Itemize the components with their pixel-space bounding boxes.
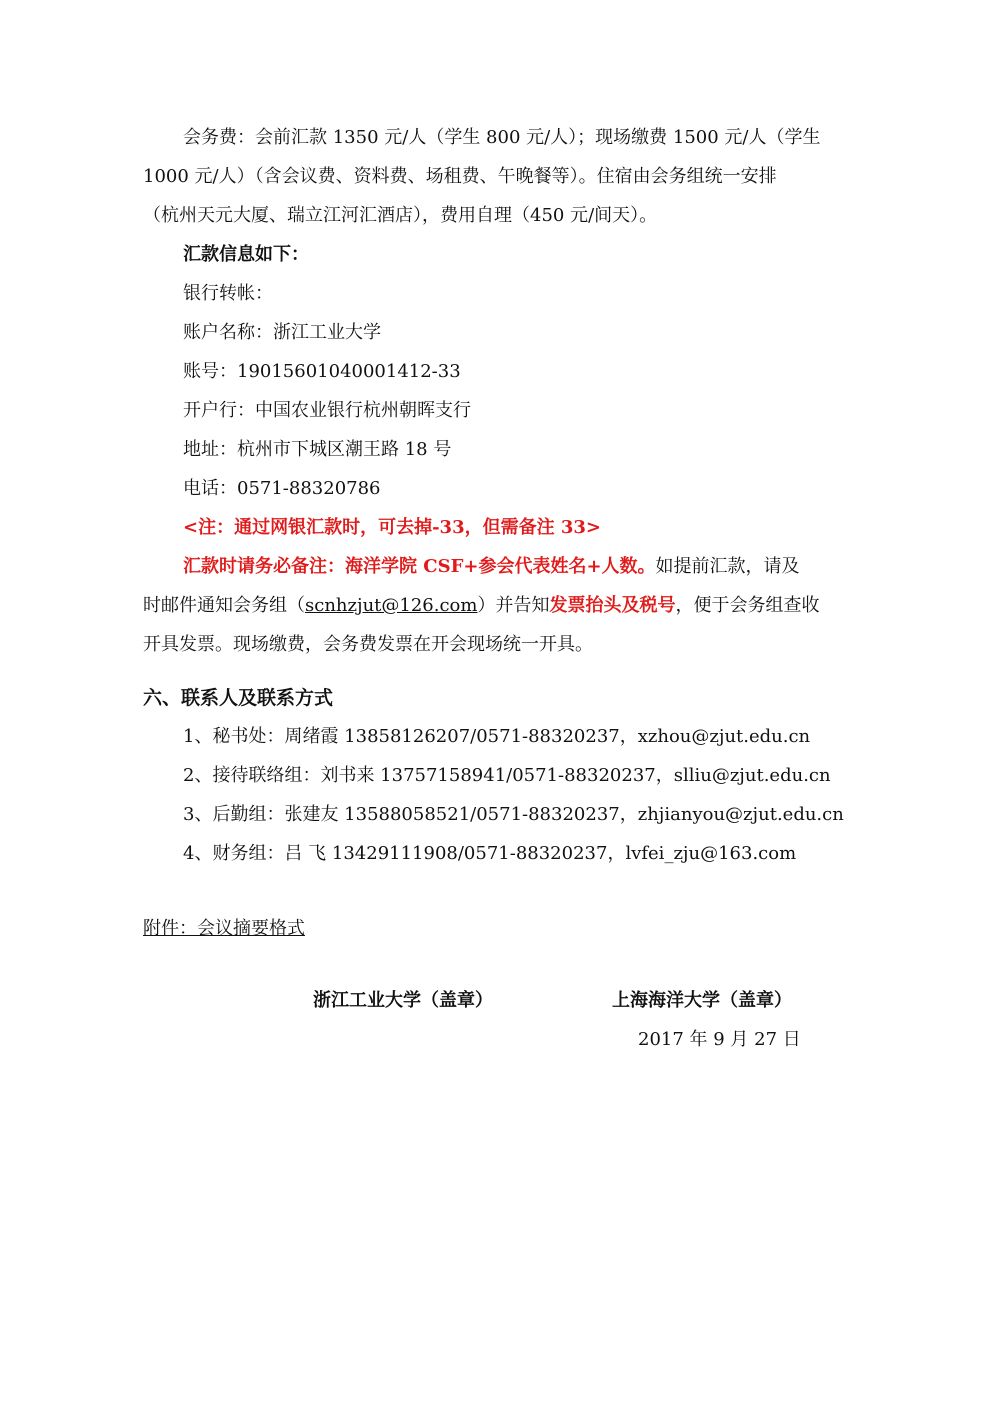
advance-remit-text: 如提前汇款，请及 bbox=[655, 556, 800, 577]
signature-date: 2017 年 9 月 27 日 bbox=[638, 1029, 801, 1050]
bank-address: 地址：杭州市下城区潮王路 18 号 bbox=[183, 439, 452, 460]
contact-item: 2、接待联络组：刘书来 13757158941/0571-88320237，slliu@zjut.edu.cn bbox=[183, 765, 831, 786]
signature-right: 上海海洋大学（盖章） bbox=[612, 990, 792, 1011]
invoice-info-text: 发票抬头及税号 bbox=[549, 595, 676, 616]
fees-line-2: 1000 元/人）（含会议费、资料费、场租费、午晚餐等）。住宿由会务组统一安排 bbox=[143, 166, 777, 187]
bank-name: 开户行：中国农业银行杭州朝晖支行 bbox=[183, 400, 471, 421]
fees-line-3: （杭州天元大厦、瑞立江河汇酒店），费用自理（450 元/间天）。 bbox=[143, 205, 658, 226]
bank-phone: 电话：0571-88320786 bbox=[183, 478, 381, 499]
email-link[interactable]: scnhzjut@126.com bbox=[305, 595, 478, 616]
remittance-note-line-1 bbox=[183, 554, 800, 580]
remittance-note-line-2 bbox=[143, 593, 819, 619]
inform-text: ）并告知 bbox=[477, 595, 550, 616]
contact-item: 4、财务组：吕 飞 13429111908/0571-88320237，lvfei_zju@163.com bbox=[183, 843, 797, 864]
account-number: 账号：19015601040001412-33 bbox=[183, 361, 461, 382]
must-note-text: 汇款时请务必备注：海洋学院 CSF+参会代表姓名+人数。 bbox=[183, 556, 656, 577]
remittance-note-line-3: 开具发票。现场缴费，会务费发票在开会现场统一开具。 bbox=[143, 634, 593, 655]
bank-transfer-label: 银行转帐： bbox=[183, 283, 273, 304]
notify-text: 时邮件通知会务组（ bbox=[143, 595, 305, 616]
account-name: 账户名称：浙江工业大学 bbox=[183, 322, 381, 343]
contact-item: 1、秘书处：周绪霞 13858126207/0571-88320237，xzhou@zjut.edu.cn bbox=[183, 726, 811, 747]
attachment-link[interactable]: 附件：会议摘要格式 bbox=[143, 918, 305, 939]
online-banking-note: <注：通过网银汇款时，可去掉-33，但需备注 33> bbox=[183, 517, 601, 538]
contacts-heading: 六、联系人及联系方式 bbox=[143, 687, 334, 709]
contact-item: 3、后勤组：张建友 13588058521/0571-88320237，zhjianyou@zjut.edu.cn bbox=[183, 804, 844, 825]
remittance-title: 汇款信息如下： bbox=[183, 244, 309, 265]
signature-left: 浙江工业大学（盖章） bbox=[313, 990, 493, 1011]
check-text: ，便于会务组查收 bbox=[675, 595, 820, 616]
fees-line-1: 会务费：会前汇款 1350 元/人（学生 800 元/人）；现场缴费 1500 元/人（学生 bbox=[183, 127, 821, 148]
